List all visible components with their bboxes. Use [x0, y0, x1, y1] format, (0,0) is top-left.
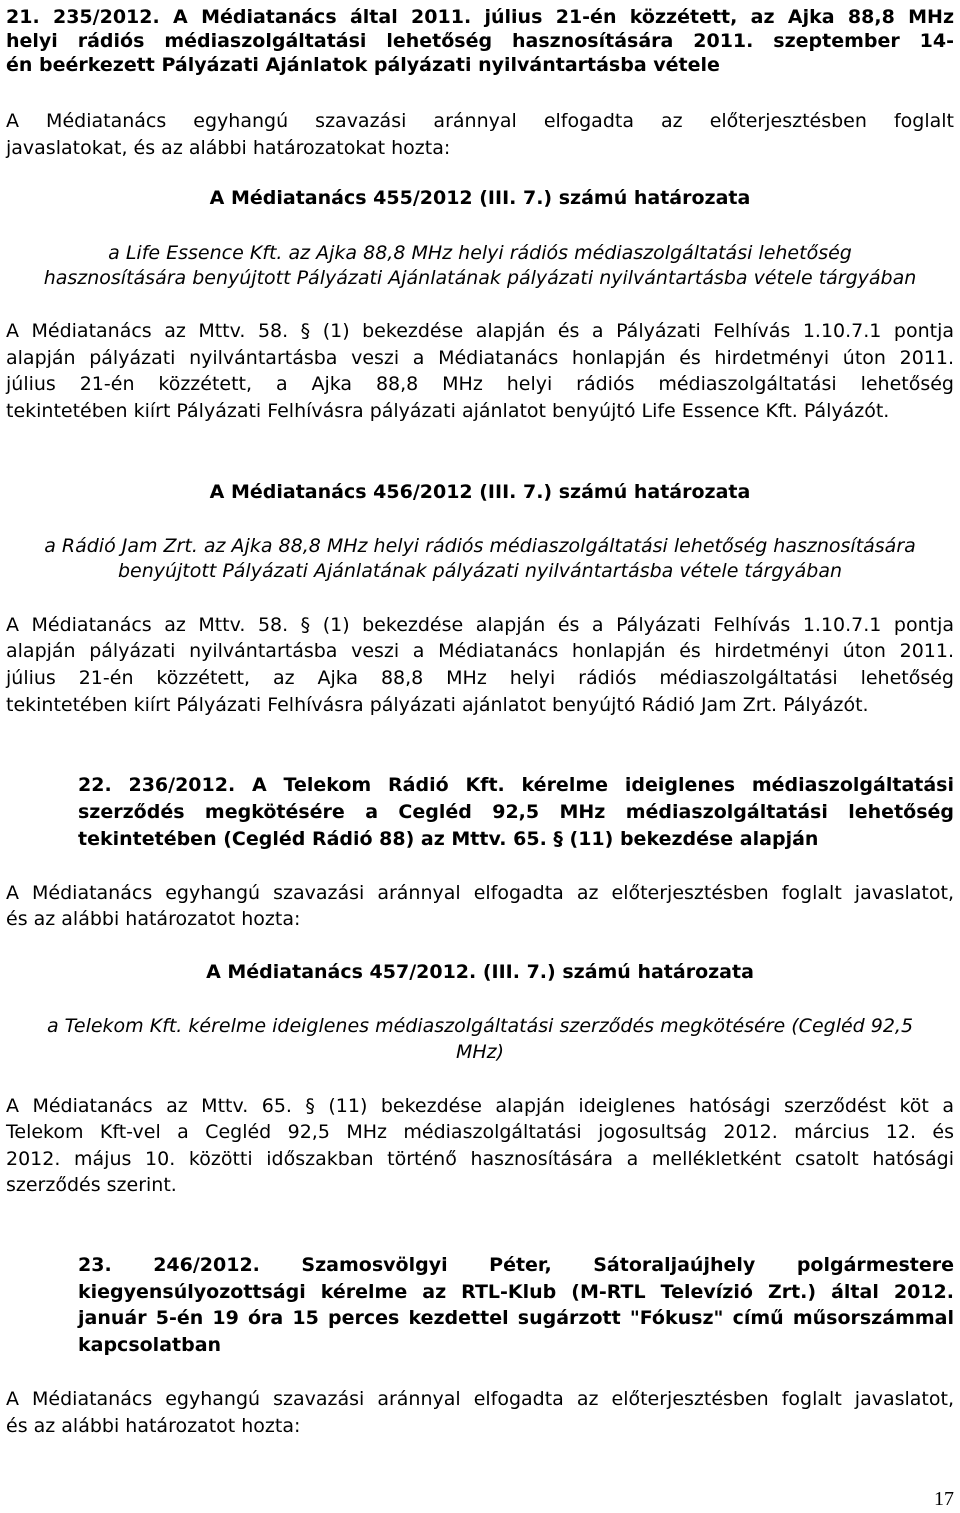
- text-line: A Médiatanács 457/2012. (III. 7.) számú határozata: [206, 961, 754, 983]
- text-line: A Médiatanács 455/2012 (III. 7.) számú határozata: [209, 187, 751, 209]
- text-line: a Life Essence Kft. az Ajka 88,8 MHz helyi rádiós médiaszolgáltatási lehetőség: [108, 242, 852, 264]
- text-line: alapján pályázati nyilvántartásba veszi a Médiatanács honlapján és hirdetményi úton 2011.: [6, 640, 954, 662]
- text-line: tekintetében (Cegléd Rádió 88) az Mttv. 65. § (11) bekezdése alapján: [78, 828, 819, 850]
- text-line: július 21-én közzétett, a Ajka 88,8 MHz helyi rádiós médiaszolgáltatási lehetőség: [6, 373, 954, 395]
- text-line: MHz): [455, 1041, 505, 1063]
- text-line: A Médiatanács egyhangú szavazási aránnyal elfogadta az előterjesztésben foglalt: [6, 110, 954, 132]
- text-line: A Médiatanács egyhangú szavazási aránnyal elfogadta az előterjesztésben foglalt javaslatot,: [6, 882, 954, 904]
- text-line: alapján pályázati nyilvántartásba veszi a Médiatanács honlapján és hirdetményi úton 2011.: [6, 347, 954, 369]
- text-line: A Médiatanács 456/2012 (III. 7.) számú határozata: [209, 481, 751, 503]
- text-line: 21. 235/2012. A Médiatanács által 2011. július 21-én közzétett, az Ajka 88,8 MHz: [6, 6, 954, 28]
- text-line: javaslatokat, és az alábbi határozatokat hozta:: [6, 137, 451, 159]
- text-line: 2012. május 10. közötti időszakban történő hasznosítására a mellékletként csatolt hatósági: [6, 1148, 954, 1170]
- text-line: A Médiatanács egyhangú szavazási aránnyal elfogadta az előterjesztésben foglalt javaslatot,: [6, 1388, 954, 1410]
- text-line: január 5-én 19 óra 15 perces kezdettel sugárzott "Fókusz" című műsorszámmal: [78, 1307, 954, 1329]
- text-line: A Médiatanács az Mttv. 58. § (1) bekezdése alapján és a Pályázati Felhívás 1.10.7.1 pontja: [6, 614, 954, 636]
- text-line: és az alábbi határozatot hozta:: [6, 1415, 301, 1437]
- text-line: tekintetében kiírt Pályázati Felhívásra pályázati ajánlatot benyújtó Rádió Jam Zrt. Pályázót.: [6, 694, 869, 716]
- text-line: A Médiatanács az Mttv. 65. § (11) bekezdése alapján ideiglenes hatósági szerződést köt a: [6, 1095, 954, 1117]
- text-line: kiegyensúlyozottsági kérelme az RTL-Klub (M-RTL Televízió Zrt.) által 2012.: [78, 1281, 954, 1303]
- text-line: benyújtott Pályázati Ajánlatának pályázati nyilvántartásba vétele tárgyában: [117, 560, 843, 582]
- page-number: 17: [934, 1488, 954, 1510]
- text-line: szerződés szerint.: [6, 1174, 177, 1196]
- text-line: hasznosítására benyújtott Pályázati Ajánlatának pályázati nyilvántartásba vétele tárgyában: [43, 267, 917, 289]
- text-line: a Telekom Kft. kérelme ideiglenes médiaszolgáltatási szerződés megkötésére (Cegléd 92,5: [46, 1015, 914, 1037]
- text-line: a Rádió Jam Zrt. az Ajka 88,8 MHz helyi rádiós médiaszolgáltatási lehetőség hasznosítására: [44, 535, 916, 557]
- text-line: szerződés megkötésére a Cegléd 92,5 MHz médiaszolgáltatási lehetőség: [78, 801, 954, 823]
- text-line: helyi rádiós médiaszolgáltatási lehetőség hasznosítására 2011. szeptember 14-: [6, 30, 954, 52]
- text-line: Telekom Kft-vel a Cegléd 92,5 MHz médiaszolgáltatási jogosultság 2012. március 12. és: [6, 1121, 954, 1143]
- text-line: A Médiatanács az Mttv. 58. § (1) bekezdése alapján és a Pályázati Felhívás 1.10.7.1 pontja: [6, 320, 954, 342]
- text-line: tekintetében kiírt Pályázati Felhívásra pályázati ajánlatot benyújtó Life Essence Kft. Pályázót.: [6, 400, 890, 422]
- text-line: július 21-én közzétett, az Ajka 88,8 MHz helyi rádiós médiaszolgáltatási lehetőség: [6, 667, 954, 689]
- text-line: én beérkezett Pályázati Ajánlatok pályázati nyilvántartásba vétele: [6, 54, 720, 76]
- text-line: 22. 236/2012. A Telekom Rádió Kft. kérelme ideiglenes médiaszolgáltatási: [78, 774, 954, 796]
- text-line: kapcsolatban: [78, 1334, 222, 1356]
- text-line: és az alábbi határozatot hozta:: [6, 908, 301, 930]
- text-line: 23. 246/2012. Szamosvölgyi Péter, Sátoraljaújhely polgármestere: [78, 1254, 954, 1276]
